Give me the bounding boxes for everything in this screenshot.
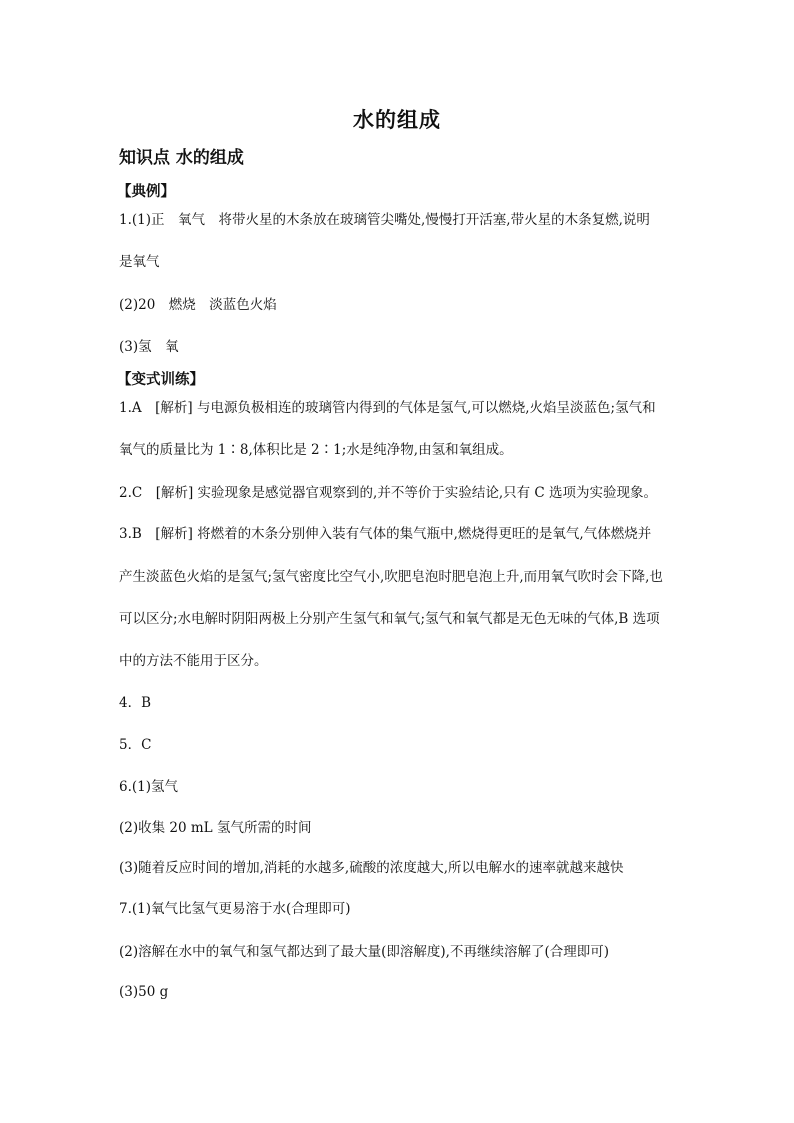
answer-line: 1.(1)正 氧气 将带火星的木条放在玻璃管尖嘴处,慢慢打开活塞,带火星的木条复燃,说明: [119, 212, 650, 228]
answer-line: 5．C: [119, 737, 152, 753]
answer-line: 中的方法不能用于区分。: [119, 653, 268, 669]
answer-line: 氧气的质量比为 1∶8,体积比是 2∶1;水是纯净物,由氢和氧组成。: [119, 442, 513, 458]
answer-line: (2)20 燃烧 淡蓝色火焰: [119, 297, 277, 313]
answer-line: (3)50 g: [119, 984, 169, 1000]
page-title: 水的组成: [353, 107, 441, 132]
answer-line: 3.B [解析] 将燃着的木条分别伸入装有气体的集气瓶中,燃烧得更旺的是氧气,气体燃烧并: [119, 526, 652, 542]
answer-line: (2)溶解在水中的氧气和氢气都达到了最大量(即溶解度),不再继续溶解了(合理即可): [119, 944, 609, 960]
answer-line: 2.C [解析] 实验现象是感觉器官观察到的,并不等价于实验结论,只有 C 选项为实验现象。: [119, 485, 658, 501]
answer-line: 4．B: [119, 695, 152, 711]
answer-line: (3)氢 氧: [119, 339, 179, 355]
answer-line: 6.(1)氢气: [119, 779, 179, 795]
answer-line: 可以区分;水电解时阴阳两极上分别产生氢气和氧气;氢气和氧气都是无色无味的气体,B 选项: [119, 611, 660, 627]
variant-training-label: 【变式训练】: [117, 371, 204, 388]
answer-line: 是氧气: [119, 254, 160, 270]
answer-line: (2)收集 20 mL 氢气所需的时间: [119, 820, 312, 836]
answer-line: (3)随着反应时间的增加,消耗的水越多,硫酸的浓度越大,所以电解水的速率就越来越快: [119, 860, 624, 876]
section-heading: 知识点 水的组成: [119, 148, 244, 168]
answer-line: 1.A [解析] 与电源负极相连的玻璃管内得到的气体是氢气,可以燃烧,火焰呈淡蓝色;氢气和: [119, 400, 656, 416]
answer-line: 产生淡蓝色火焰的是氢气;氢气密度比空气小,吹肥皂泡时肥皂泡上升,而用氧气吹时会下降,也: [119, 569, 663, 585]
example-label: 【典例】: [117, 183, 175, 200]
answer-line: 7.(1)氧气比氢气更易溶于水(合理即可): [119, 901, 351, 917]
